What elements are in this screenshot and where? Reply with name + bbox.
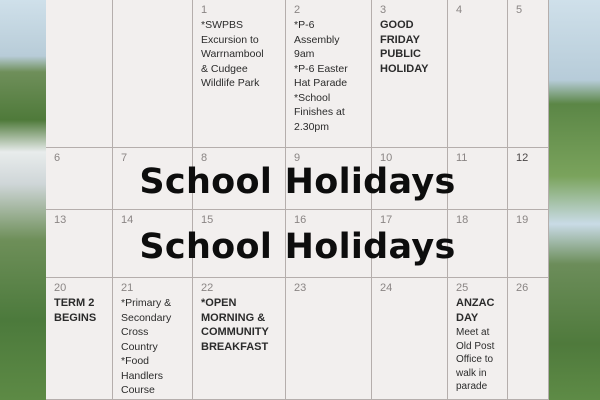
day-number: 21 xyxy=(121,282,134,294)
day-number: 13 xyxy=(54,214,67,226)
background-photo-right xyxy=(548,0,600,400)
event-note: *P-6 Assembly 9am *P-6 Easter Hat Parade *School Finishes at 2.30pm xyxy=(294,19,348,133)
event-note: *Primary & Secondary Cross Country *Food Handlers Course xyxy=(121,297,172,396)
day-cell xyxy=(372,0,448,148)
day-number: 5 xyxy=(516,4,523,16)
day-number: 23 xyxy=(294,282,307,294)
day-number: 17 xyxy=(380,214,393,226)
day-cell xyxy=(113,0,193,148)
day-cell xyxy=(508,278,549,400)
event-note: GOOD FRIDAY PUBLIC HOLIDAY xyxy=(380,19,429,75)
day-cell xyxy=(286,0,372,148)
day-number: 20 xyxy=(54,282,67,294)
school-holidays-banner: School Holidays xyxy=(139,162,456,202)
day-cell xyxy=(193,278,286,400)
day-number: 12 xyxy=(516,152,529,164)
day-number: 19 xyxy=(516,214,529,226)
event-note: *OPEN MORNING & COMMUNITY BREAKFAST xyxy=(201,297,269,353)
calendar-grid xyxy=(46,0,549,400)
day-cell xyxy=(46,278,113,400)
day-number: 1 xyxy=(201,4,208,16)
day-cell xyxy=(508,0,549,148)
day-number: 16 xyxy=(294,214,307,226)
day-number: 11 xyxy=(456,152,468,164)
day-number: 15 xyxy=(201,214,214,226)
day-number: 22 xyxy=(201,282,214,294)
day-number: 7 xyxy=(121,152,128,164)
day-cell xyxy=(46,0,113,148)
day-number: 14 xyxy=(121,214,134,226)
event-note: *SWPBS Excursion to Warrnambool & Cudgee Wildlife Park xyxy=(201,19,264,89)
school-holidays-banner: School Holidays xyxy=(139,227,456,267)
event-note: ANZAC DAY xyxy=(456,297,495,324)
day-number: 18 xyxy=(456,214,469,226)
day-number: 4 xyxy=(456,4,463,16)
day-number: 3 xyxy=(380,4,387,16)
day-number: 10 xyxy=(380,152,393,164)
event-note: TERM 2 BEGINS xyxy=(54,297,97,324)
day-number: 26 xyxy=(516,282,529,294)
day-number: 24 xyxy=(380,282,393,294)
day-number: 25 xyxy=(456,282,469,294)
event-subnote: Meet at Old Post Office to walk in parade xyxy=(456,327,495,392)
day-cell xyxy=(448,0,508,148)
day-number: 8 xyxy=(201,152,208,164)
day-number: 6 xyxy=(54,152,61,164)
day-cell xyxy=(286,278,372,400)
day-cell xyxy=(448,278,508,400)
day-cell xyxy=(372,278,448,400)
day-number: 9 xyxy=(294,152,301,164)
day-cell xyxy=(113,278,193,400)
day-cell xyxy=(193,0,286,148)
background-photo-left xyxy=(0,0,46,400)
day-number: 2 xyxy=(294,4,301,16)
